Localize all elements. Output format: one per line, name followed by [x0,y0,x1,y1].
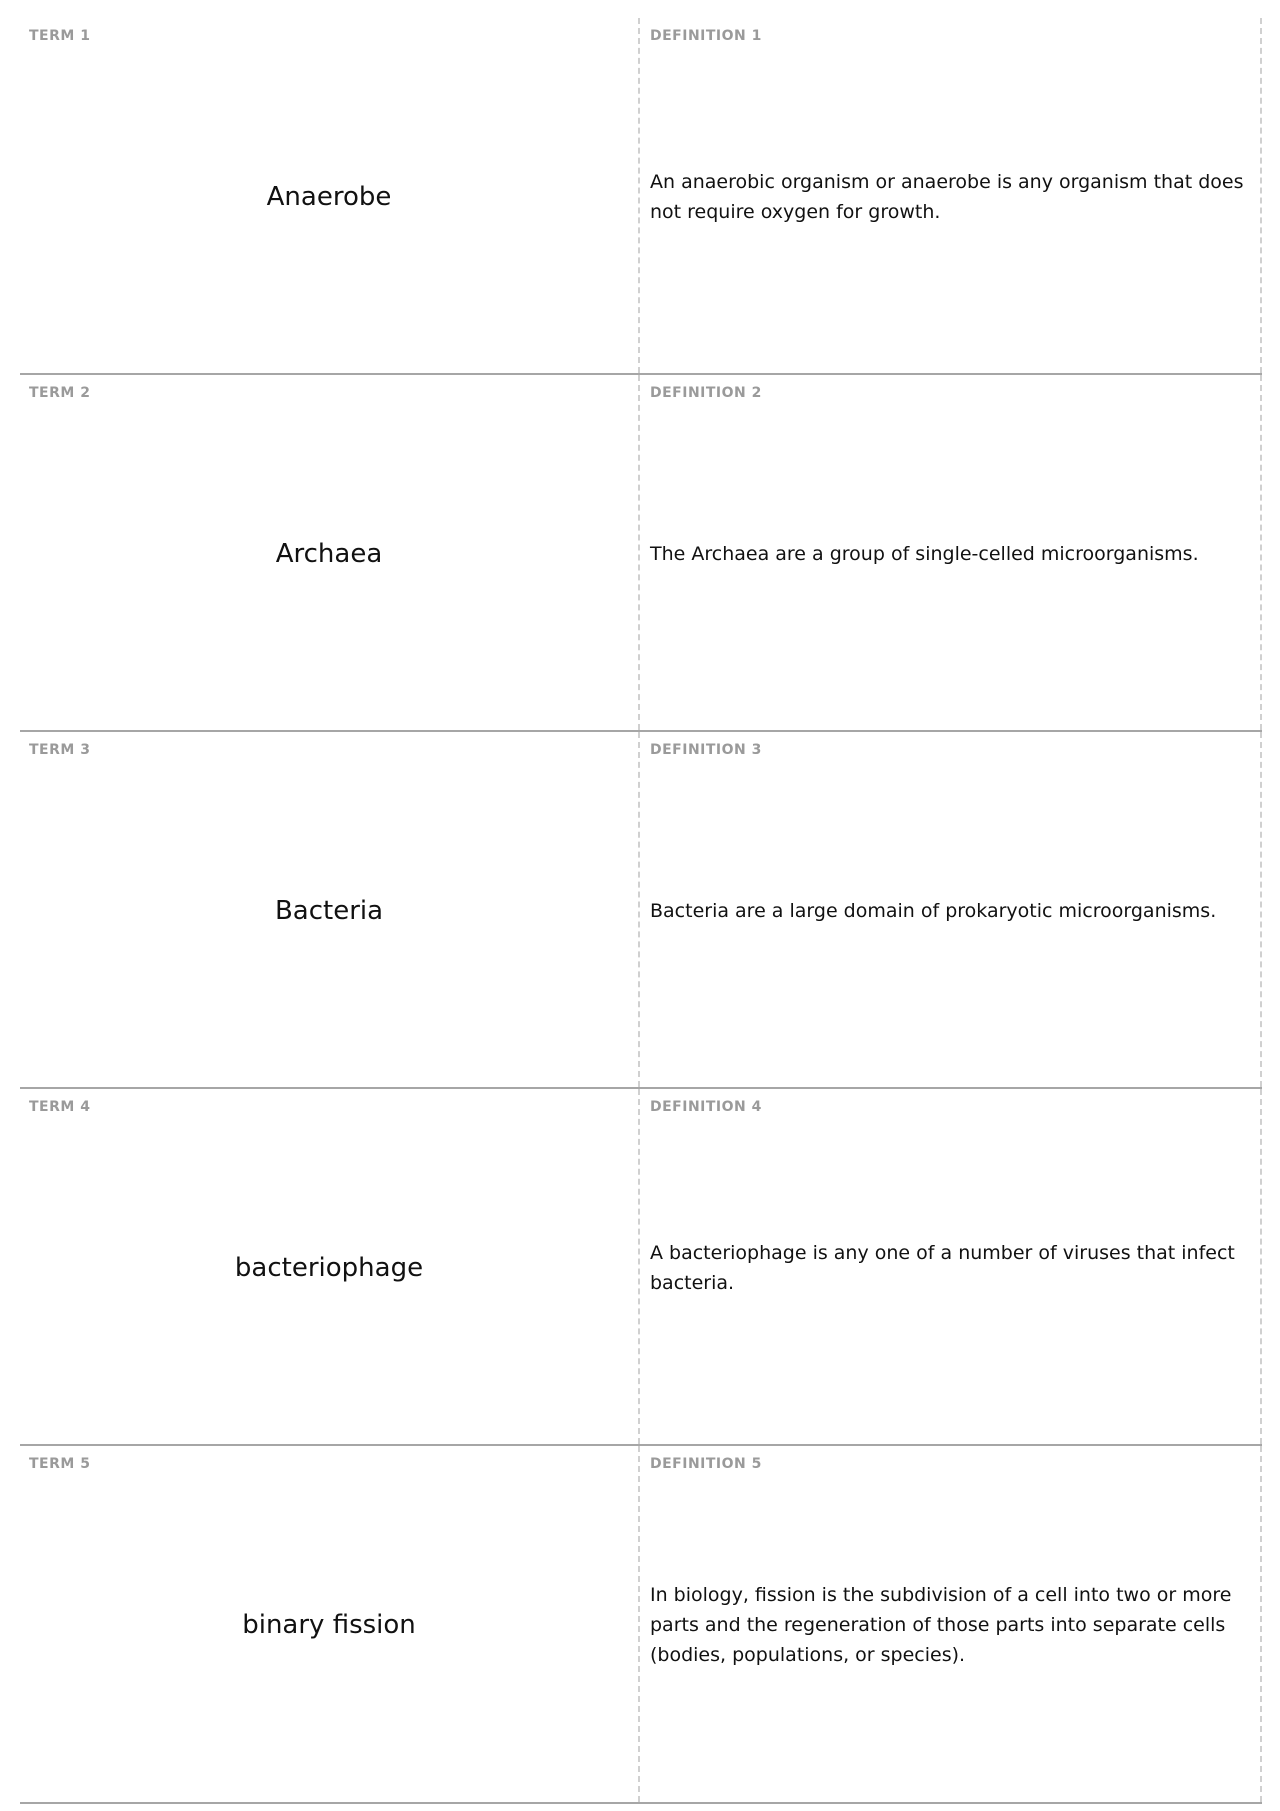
definition-text: A bacteriophage is any one of a number of viruses that infect bacteria. [650,1241,1235,1294]
term-label: TERM 4 [29,1099,91,1115]
term-text: bacteriophage [234,1252,424,1283]
definition-cell-5 [640,1446,1262,1802]
flashcard-row-3 [20,732,1262,1089]
definition-label: DEFINITION 1 [650,28,762,44]
definition-cell-1 [640,18,1262,373]
term-text: Archaea [275,538,383,569]
definition-text: In biology, fission is the subdivision of a cell into two or more parts and the regeneration of those parts into separate cells (bodies, populations, or species). [650,1584,1232,1666]
flashcard-row-5 [20,1446,1262,1804]
definition-cell-4 [640,1089,1262,1444]
term-text: Bacteria [274,895,384,926]
flashcard-row-4 [20,1089,1262,1446]
term-cell-1 [20,18,640,373]
definition-label: DEFINITION 5 [650,1456,762,1472]
definition-cell-3 [640,732,1262,1087]
flashcard-row-2 [20,375,1262,732]
term-text: Anaerobe [266,181,392,212]
definition-label: DEFINITION 2 [650,385,762,401]
definition-label: DEFINITION 4 [650,1099,762,1115]
flashcard-row-1 [20,18,1262,375]
term-label: TERM 1 [29,28,91,44]
term-label: TERM 2 [29,385,91,401]
definition-text: An anaerobic organism or anaerobe is any organism that does not require oxygen for growth. [650,170,1244,223]
definition-cell-2 [640,375,1262,730]
flashcard-sheet [20,18,1262,1804]
term-cell-5 [20,1446,640,1802]
term-text: binary fission [242,1610,416,1640]
term-label: TERM 5 [29,1456,91,1472]
term-cell-2 [20,375,640,730]
term-cell-4 [20,1089,640,1444]
term-label: TERM 3 [29,742,91,758]
term-cell-3 [20,732,640,1087]
definition-text: The Archaea are a group of single-celled microorganisms. [650,542,1199,565]
definition-label: DEFINITION 3 [650,742,762,758]
definition-text: Bacteria are a large domain of prokaryotic microorganisms. [650,899,1217,922]
